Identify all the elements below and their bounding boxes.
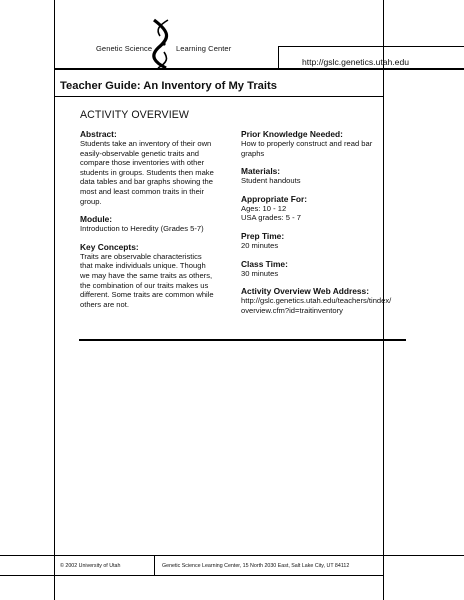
dna-helix-icon — [148, 18, 176, 70]
header-divider-vertical — [278, 46, 279, 68]
abstract-heading: Abstract: — [80, 129, 117, 139]
right-column — [241, 129, 426, 323]
class-time-text: 30 minutes — [241, 268, 279, 278]
appropriate-for-block — [241, 194, 426, 223]
concepts-text: Traits are observable characteristics that make individuals unique. Though we may have the same traits as others, the combination of our traits makes us different. Some traits are common while others are not. — [80, 251, 214, 309]
prior-knowledge-text: How to properly construct and read bar graphs — [241, 139, 373, 158]
page-title: Teacher Guide: An Inventory of My Traits — [60, 80, 277, 92]
web-address-link[interactable]: http://gslc.genetics.utah.edu/teachers/tindex/ overview.cfm?id=traitinventory — [241, 296, 392, 315]
left-margin-line — [54, 0, 55, 600]
header-rule — [278, 46, 464, 47]
module-block — [80, 214, 230, 234]
footer-rule — [0, 555, 464, 556]
footer-bottom-rule — [0, 575, 383, 576]
prep-time-block — [241, 231, 426, 251]
logo-text-right: Learning Center — [176, 44, 232, 53]
abstract-block — [80, 129, 230, 206]
section-top-rule — [54, 96, 383, 97]
left-column — [80, 129, 230, 317]
abstract-text: Students take an inventory of their own easily-observable genetic traits and compare those inventories with other students in groups. Students then make data tables and bar graphs showing the most and least common traits in their group. — [80, 139, 214, 206]
footer-divider — [154, 555, 155, 575]
grades-text: USA grades: 5 - 7 — [241, 213, 301, 223]
ages-text: Ages: 10 - 12 — [241, 203, 287, 213]
concepts-heading: Key Concepts: — [80, 241, 139, 252]
module-text: Introduction to Heredity (Grades 5-7) — [80, 224, 204, 234]
logo-text-left: Genetic Science — [96, 44, 153, 53]
section-title: ACTIVITY OVERVIEW — [80, 109, 190, 121]
materials-text: Student handouts — [241, 176, 301, 186]
class-time-heading: Class Time: — [241, 258, 288, 269]
footer-address: Genetic Science Learning Center, 15 North 2030 East, Salt Lake City, UT 84112 — [162, 563, 350, 569]
materials-block — [241, 166, 426, 186]
site-url: http://gslc.genetics.utah.edu — [302, 57, 410, 67]
prior-knowledge-block — [241, 129, 426, 158]
web-address-heading: Activity Overview Web Address: — [241, 286, 369, 297]
overview-bottom-rule — [79, 339, 406, 341]
prior-knowledge-heading: Prior Knowledge Needed: — [241, 129, 343, 139]
web-address-block — [241, 286, 426, 315]
prep-time-heading: Prep Time: — [241, 230, 285, 241]
prep-time-text: 20 minutes — [241, 240, 279, 250]
footer-copyright: © 2002 University of Utah — [60, 563, 121, 569]
logo — [96, 18, 276, 70]
concepts-block — [80, 242, 230, 310]
appropriate-for-heading: Appropriate For: — [241, 193, 308, 204]
class-time-block — [241, 259, 426, 279]
module-heading: Module: — [80, 214, 113, 225]
materials-heading: Materials: — [241, 166, 281, 177]
